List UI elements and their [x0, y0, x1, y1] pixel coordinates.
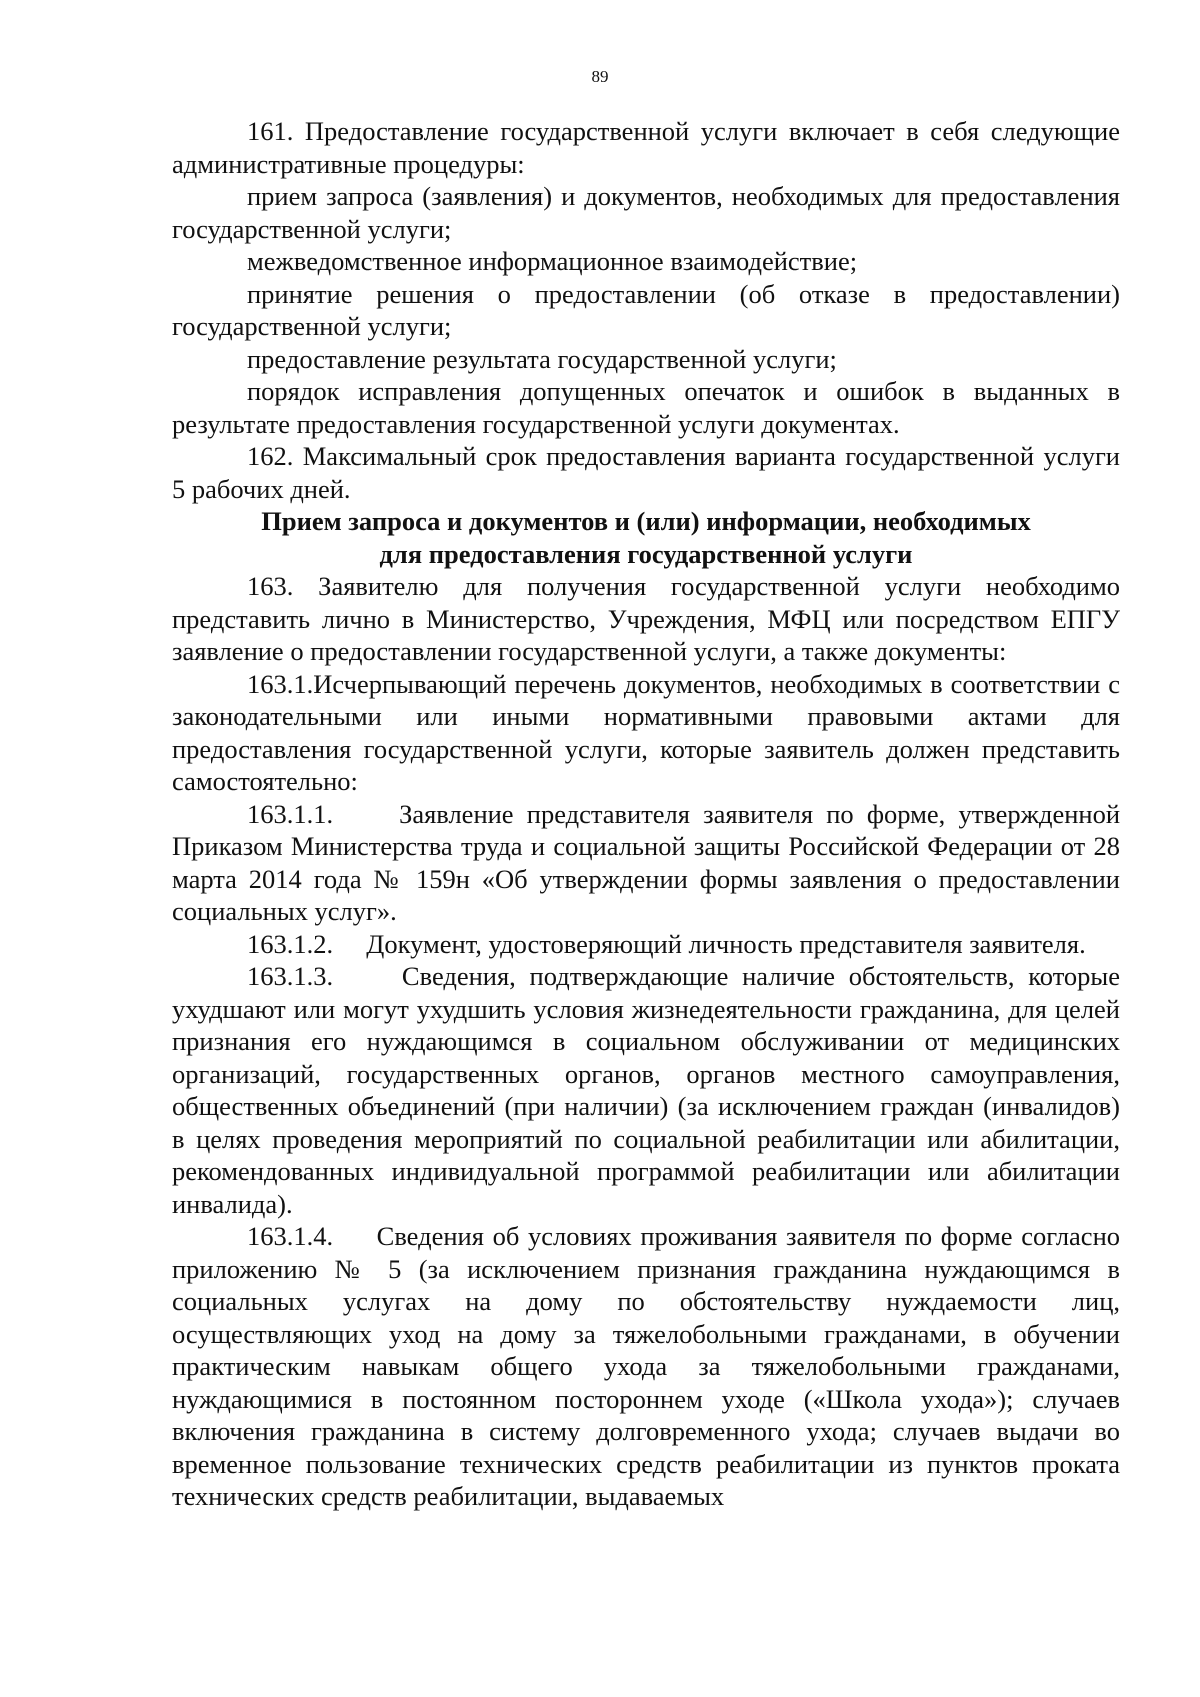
section-heading-line-2: для предоставления государственной услуги [379, 538, 913, 569]
procedure-item-1: прием запроса (заявления) и документов, необходимых для предоставления государственной услуги; [172, 181, 1120, 244]
paragraph-163-1-4: 163.1.4. Сведения об условиях проживания заявителя по форме согласно приложению № 5 (за исключением признания гражданина нуждающимся в социальных услугах на дому по обстоятельству нуждаемости лиц, осуществляющих уход на дому за тяжелобольными гражданами, в обучении практическим навыкам общего ухода за тяжелобольными гражданами, нуждающимися в постоянном постороннем уходе («Школа ухода»); случаев включения гражданина в систему долговременного ухода; случаев выдачи во временное пользование технических средств реабилитации из пунктов проката технических средств реабилитации, выдаваемых [172, 1221, 1120, 1511]
procedure-item-5: порядок исправления допущенных опечаток и ошибок в выданных в результате предоставления государственной услуги документах. [172, 376, 1120, 439]
document-body [172, 115, 1120, 1513]
procedure-item-2: межведомственное информационное взаимодействие; [247, 246, 858, 276]
paragraph-163: 163. Заявителю для получения государственной услуги необходимо представить лично в Министерство, Учреждения, МФЦ или посредством ЕПГУ заявление о предоставлении государственной услуги, а также документы: [172, 571, 1120, 666]
section-heading [172, 505, 1120, 570]
paragraph-163-1-2: 163.1.2. Документ, удостоверяющий личность представителя заявителя. [247, 928, 1086, 959]
page-number: 89 [591, 67, 609, 86]
section-heading-line-1: Прием запроса и документов и (или) информации, необходимых [261, 506, 1031, 536]
paragraph-163-1-3: 163.1.3. Сведения, подтверждающие наличие обстоятельств, которые ухудшают или могут ухудшить условия жизнедеятельности гражданина, для целей признания его нуждающимся в социальном обслуживании от медицинских организаций, государственных органов, органов местного самоуправления, общественных объединений (при наличии) (за исключением граждан (инвалидов) в целях проведения мероприятий по социальной реабилитации или абилитации, рекомендованных индивидуальной программой реабилитации или абилитации инвалида). [172, 961, 1120, 1219]
paragraph-161: 161. Предоставление государственной услуги включает в себя следующие административные процедуры: [172, 116, 1120, 179]
paragraph-163-1: 163.1.Исчерпывающий перечень документов, необходимых в соответствии с законодательными или иными нормативными правовыми актами для предоставления государственной услуги, которые заявитель должен представить самостоятельно: [172, 668, 1120, 796]
procedure-item-4: предоставление результата государственной услуги; [247, 343, 837, 374]
paragraph-162: 162. Максимальный срок предоставления варианта государственной услуги 5 рабочих дней. [172, 441, 1120, 504]
paragraph-163-1-1: 163.1.1. Заявление представителя заявителя по форме, утвержденной Приказом Министерства труда и социальной защиты Российской Федерации от 28 марта 2014 года № 159н «Об утверждении формы заявления о предоставлении социальных услуг». [172, 798, 1120, 926]
procedure-item-3: принятие решения о предоставлении (об отказе в предоставлении) государственной услуги; [172, 278, 1120, 341]
